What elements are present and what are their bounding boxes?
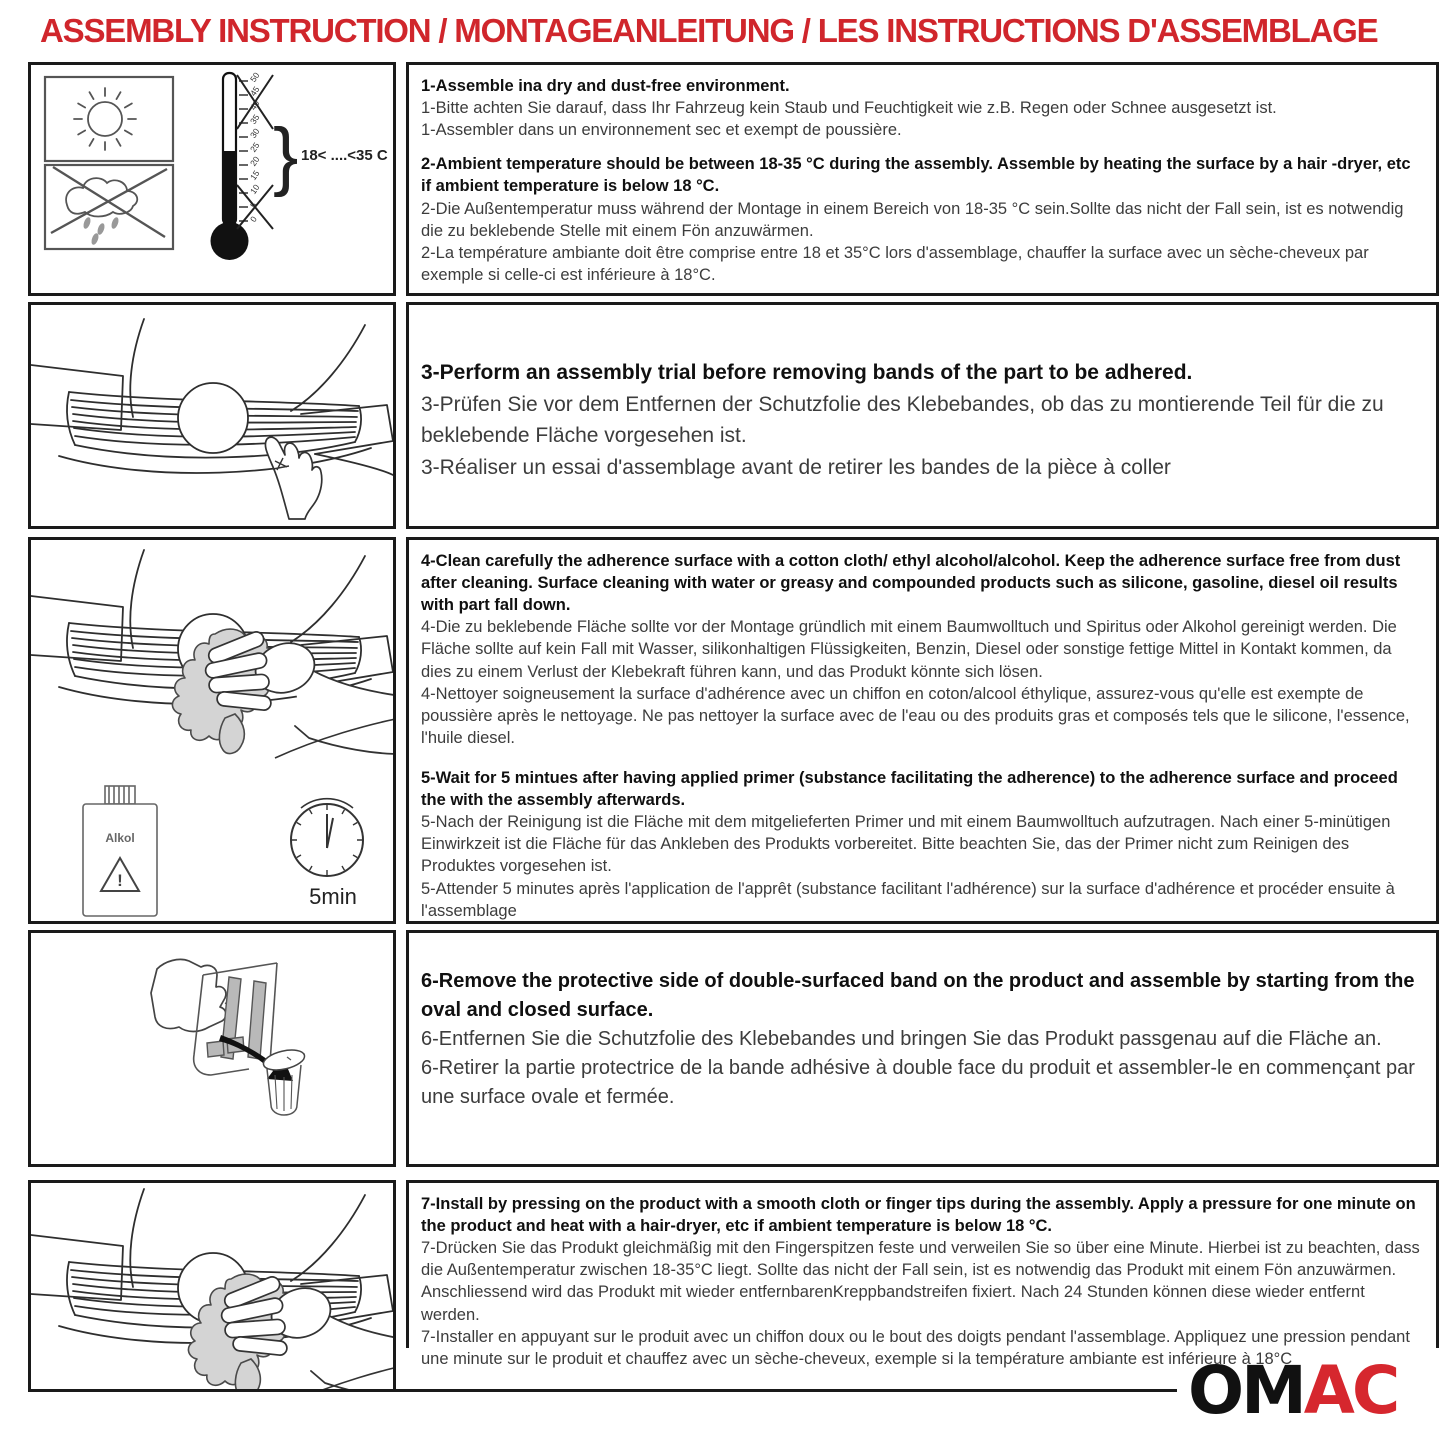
thermometer-icon	[211, 70, 388, 260]
sun-icon	[45, 77, 173, 161]
warning-mark: !	[117, 871, 123, 890]
instruction-en: 2-Ambient temperature should be between 18-35 °C during the assembly. Assemble by heating the surface by a hair -dryer, etc if ambient temperature is below 18 °C.	[421, 155, 1411, 196]
instructions-step-3	[406, 302, 1439, 529]
tick-label: 5	[247, 200, 259, 210]
bottom-divider	[28, 1389, 1177, 1392]
tick-label: 40	[247, 98, 262, 112]
instruction-fr: 3-Réaliser un essai d'assemblage avant de retirer les bandes de la pièce à coller	[421, 455, 1171, 479]
instruction-de: 3-Prüfen Sie vor dem Entfernen der Schutzfolie des Klebebandes, ob das zu montierende Teil für die zu beklebende Fläche vorgesehen ist.	[421, 392, 1384, 447]
illustration-assembly-trial	[28, 302, 396, 529]
instruction-fr: 2-La température ambiante doit être comprise entre 18 et 35°C lors d'assemblage, chauffer la surface avec un sèche-cheveux par exemple si celle-ci est inférieure à 18°C.	[421, 243, 1369, 284]
instructions-step-4-5	[406, 537, 1439, 924]
page-title: ASSEMBLY INSTRUCTION / MONTAGEANLEITUNG / LES INSTRUCTIONS D'ASSEMBLAGE	[40, 12, 1378, 49]
illustration-environment-temperature	[28, 62, 396, 296]
tick-label: 10	[247, 182, 262, 196]
instruction-de: 5-Nach der Reinigung ist die Fläche mit dem mitgelieferten Primer und mit einem Baumwolltuch aufzutragen. Nach einer 5-minütigen Einwirkzeit ist die Fläche für das Ankleben des Produkts vorbereitet. Bitte beachten Sie, das der Primer nicht zum Reinigen des Produktes vorgesehen ist.	[421, 813, 1391, 876]
instruction-de: 4-Die zu beklebende Fläche sollte vor der Montage gründlich mit einem Baumwolltuch und Spiritus oder Alkohol gereinigt werden. Die Fläche sollte auf kein Fall mit Wasser, silikonhaltigen Flüssigkeiten, Benzin, Diesel oder sonstige fettige Mittel in Kontakt kommen, da dies zu einem Verlust der Klebekraft führen kann, und das Produkt könnte sich lösen.	[421, 618, 1397, 681]
range-brace: }	[273, 113, 299, 198]
instruction-fr: 7-Installer en appuyant sur le produit avec un chiffon doux ou le bout des doigts pendant l'assemblage. Appliquez une pression pendant une minute sur le produit et chauffez avec un sèche-cheveux, exemple si la température ambiante est inférieure à 18°C	[421, 1327, 1410, 1368]
omac-logo-black-part: OM	[1188, 1352, 1304, 1429]
instruction-de: 7-Drücken Sie das Produkt gleichmäßig mit den Fingerspitzen feste und verweilen Sie so über eine Minute. Hierbei ist zu beachten, dass die Außentemperatur zwischen 18-35°C liegt. Sollte das nicht der Fall sein, ist es notwendig das Produkt mit einem Fön anzuwärmen. Anschliessend wird das Produkt mit wieder entfernbarenKreppbandstreifen fixiert. Nach 24 Stunden können diese wieder entfernt werden.	[421, 1239, 1420, 1324]
omac-logo	[1188, 1352, 1397, 1429]
tick-label: 50	[247, 70, 262, 84]
tick-label: 25	[247, 140, 262, 154]
illustration-press-install	[28, 1180, 396, 1392]
instruction-fr: 1-Assembler dans un environnement sec et exempt de poussière.	[421, 121, 902, 140]
tick-label: 20	[247, 154, 262, 168]
instruction-de: 6-Entfernen Sie die Schutzfolie des Klebebandes und bringen Sie das Produkt passgenau auf die Fläche an.	[421, 1028, 1382, 1050]
instruction-fr: 4-Nettoyer soigneusement la surface d'adhérence avec un chiffon en coton/alcool éthylique, assurez-vous qu'elle est exempte de poussière après le nettoyage. Ne pas nettoyer la surface avec de l'eau ou des produits gras et composés tels que le silicone, l'essence, l'huile diesel.	[421, 684, 1410, 747]
tick-label: 30	[247, 126, 262, 140]
instruction-en: 6-Remove the protective side of double-surfaced band on the product and assemble by starting from the oval and closed surface.	[421, 970, 1415, 1021]
instruction-de: 1-Bitte achten Sie darauf, dass Ihr Fahrzeug kein Staub und Feuchtigkeit wie z.B. Regen oder Schnee ausgesetzt ist.	[421, 99, 1277, 118]
omac-logo-red-part: AC	[1303, 1352, 1398, 1429]
instructions-step-1-2	[406, 62, 1439, 296]
peel-bands-icon	[151, 959, 306, 1115]
instruction-en: 7-Install by pressing on the product with a smooth cloth or finger tips during the assembly. Apply a pressure for one minute on the product and heat with a hair-dryer, etc if ambient temperature is below 18 °C.	[421, 1195, 1416, 1236]
temp-range-label: 18< ....<35 C	[301, 147, 388, 164]
instruction-en: 3-Perform an assembly trial before removing bands of the part to be adhered.	[421, 361, 1193, 384]
alcohol-bottle-icon	[83, 786, 157, 916]
tick-label: 35	[247, 112, 262, 126]
instructions-step-6	[406, 930, 1439, 1167]
no-rain-icon	[45, 165, 173, 249]
hand-with-cloth-icon	[172, 629, 393, 758]
clock-label: 5min	[309, 884, 357, 909]
instruction-en: 4-Clean carefully the adherence surface with a cotton cloth/ ethyl alcohol/alcohol. Keep the adherence surface free from dust after cleaning. Surface cleaning with water or greasy and compounded products such as silicone, gasoline, diesel oil results with part fall down.	[421, 552, 1401, 615]
tick-label: 45	[247, 84, 262, 98]
instruction-de: 2-Die Außentemperatur muss während der Montage in einem Bereich von 18-35 °C sein.Sollte das nicht der Fall sein, ist es notwendig die zu beklebende Stelle mit einem Fön anzuwärmen.	[421, 199, 1404, 240]
instruction-en: 1-Assemble ina dry and dust-free environment.	[421, 77, 790, 95]
bottle-label: Alkol	[105, 831, 135, 845]
illustration-remove-band	[28, 930, 396, 1167]
hand-with-cloth-icon	[188, 1274, 393, 1389]
instruction-en: 5-Wait for 5 mintues after having applied primer (substance facilitating the adherence) to the adherence surface and proceed the with the assembly afterwards.	[421, 768, 1398, 810]
hand-icon	[151, 959, 226, 1031]
instruction-fr: 6-Retirer la partie protectrice de la bande adhésive à double face du produit et assembler-le en commençant par une surface ovale et fermée.	[421, 1057, 1415, 1108]
tick-label: 15	[247, 168, 262, 182]
instructions-step-7	[406, 1180, 1439, 1368]
illustration-clean-surface	[28, 537, 396, 924]
clock-icon	[291, 799, 363, 909]
car-grille-icon	[31, 319, 393, 475]
instruction-fr: 5-Attender 5 minutes après l'application de l'apprêt (substance facilitant l'adhérence) sur la surface d'adhérence et procéder ensuite à l'assemblage	[421, 879, 1395, 920]
trash-can-icon	[262, 1047, 307, 1115]
tick-label: 0	[247, 214, 259, 224]
